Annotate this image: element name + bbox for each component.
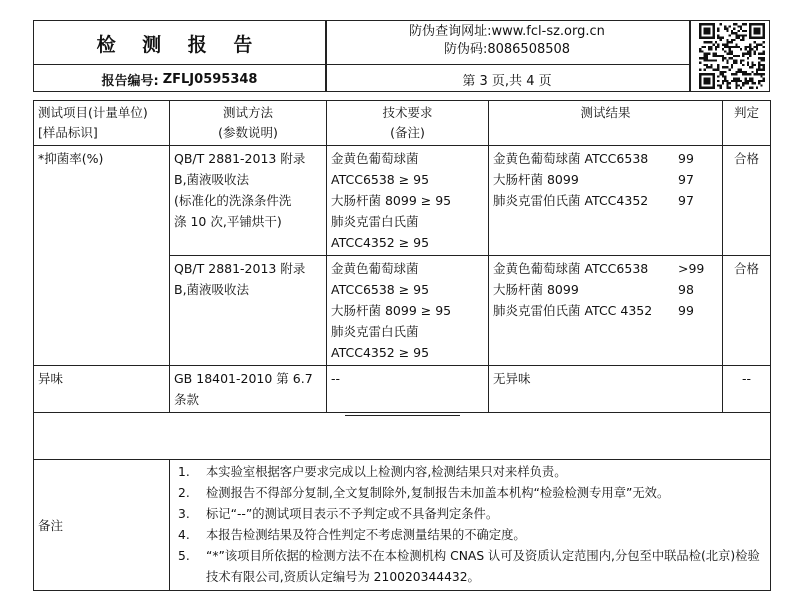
note-number: 2. [178,486,190,500]
col-header-result: 测试结果 [489,101,723,146]
cell-line: GB 18401-2010 第 6.7 [174,371,313,386]
header-text: [样品标识] [38,125,98,140]
cell-line: 大肠杆菌 8099 ≥ 95 [331,193,452,208]
result-line [493,190,718,211]
method-cell [170,366,327,413]
blank-row [34,413,771,460]
note-text: 本实验室根据客户要求完成以上检测内容,检测结果只对来样负责。 [206,465,567,479]
note-item [174,546,766,588]
result-cell [489,256,723,366]
method-cell [170,146,327,256]
test-item-cell: 异味 [34,366,170,413]
result-cell: 无异味 [489,366,723,413]
col-header-verdict: 判定 [723,101,771,146]
result-value: 97 [678,172,694,187]
cell-line: 涤 10 次,平铺烘干) [174,214,282,229]
col-header-requirement [327,101,489,146]
header-text: 测试方法 [222,105,273,120]
cell-line: 金黄色葡萄球菌 [331,261,419,276]
notes-label: 备注 [34,460,170,591]
result-name: 金黄色葡萄球菌 ATCC6538 [493,261,649,276]
cell-line: ATCC6538 ≥ 95 [331,172,430,187]
cell-line: ATCC4352 ≥ 95 [331,235,430,250]
end-rule [345,415,460,416]
result-line [493,279,718,300]
cell-line: 金黄色葡萄球菌 [331,151,419,166]
result-value: 97 [678,193,694,208]
col-header-item [34,101,170,146]
table-header-row [34,101,771,146]
verdict-cell: -- [723,366,771,413]
result-line [493,148,718,169]
cell-line: B,菌液吸收法 [174,172,250,187]
col-header-method [170,101,327,146]
header-text: (备注) [390,125,425,140]
result-name: 大肠杆菌 8099 [493,172,579,187]
report-number-label: 报告编号: [101,74,159,89]
report-number [34,66,325,93]
cell-line: B,菌液吸收法 [174,282,250,297]
report-number-value: ZFLJ0595348 [162,72,258,87]
note-number: 1. [178,465,190,479]
result-value: 99 [678,303,694,318]
requirement-cell [327,256,489,366]
note-text: 本报告检测结果及符合性判定不考虑测量结果的不确定度。 [206,528,526,542]
cell-line: ATCC4352 ≥ 95 [331,345,430,360]
note-item [174,483,766,504]
note-text: 检测报告不得部分复制,全文复制除外,复制报告未加盖本机构“检验检测专用章”无效。 [206,486,670,500]
test-item-cell: *抑菌率(%) [34,146,170,366]
table-row [34,366,771,413]
note-number: 3. [178,507,190,521]
end-mark-cell [34,413,771,460]
result-name: 肺炎克雷伯氏菌 ATCC 4352 [493,303,653,318]
cell-line: 肺炎克雷白氏菌 [331,214,419,229]
cell-line: QB/T 2881-2013 附录 [174,151,306,166]
requirement-cell: -- [327,366,489,413]
cell-line: 肺炎克雷白氏菌 [331,324,419,339]
result-line [493,169,718,190]
cell-line: 大肠杆菌 8099 ≥ 95 [331,303,452,318]
cell-line: (标准化的洗涤条件洗 [174,193,292,208]
anti-fake-code: 防伪码:8086508508 [443,42,571,57]
result-cell [489,146,723,256]
result-value: 99 [678,151,694,166]
table-row [34,146,771,256]
header-divider [689,21,691,91]
anti-fake-url: 防伪查询网址:www.fcl-sz.org.cn [409,24,605,39]
qr-code-icon [698,23,766,89]
note-number: 5. [178,549,190,563]
result-value: >99 [678,261,705,276]
note-item [174,504,766,525]
result-name: 金黄色葡萄球菌 ATCC6538 [493,151,649,166]
anti-fake-info [327,23,687,59]
result-name: 大肠杆菌 8099 [493,282,579,297]
requirement-cell [327,146,489,256]
verdict-cell: 合格 [723,256,771,366]
cell-line: QB/T 2881-2013 附录 [174,261,306,276]
result-line [493,258,718,279]
note-text: 标记“--”的测试项目表示不予判定或不具备判定条件。 [206,507,499,521]
page-indicator: 第 3 页,共 4 页 [462,74,552,89]
notes-row [34,460,771,591]
note-item [174,525,766,546]
result-value: 98 [678,282,694,297]
result-name: 肺炎克雷伯氏菌 ATCC4352 [493,193,649,208]
note-item [174,462,766,483]
note-text: “*”该项目所依据的检测方法不在本检测机构 CNAS 认可及资质认定范围内,分包至中联品检(北京)检验技术有限公司,资质认定编号为 210020344432。 [206,549,760,584]
cell-line: ATCC6538 ≥ 95 [331,282,430,297]
notes-list [174,462,766,588]
report-header [33,20,770,92]
header-text: 测试项目(计量单位) [38,105,148,120]
header-text: (参数说明) [218,125,278,140]
result-line [493,300,718,321]
cell-line: 条款 [174,392,200,407]
verdict-cell: 合格 [723,146,771,256]
method-cell [170,256,327,366]
notes-cell [170,460,771,591]
note-number: 4. [178,528,190,542]
results-table [33,100,771,591]
header-text: 技术要求 [382,105,433,120]
report-title: 检 测 报 告 [96,33,263,56]
